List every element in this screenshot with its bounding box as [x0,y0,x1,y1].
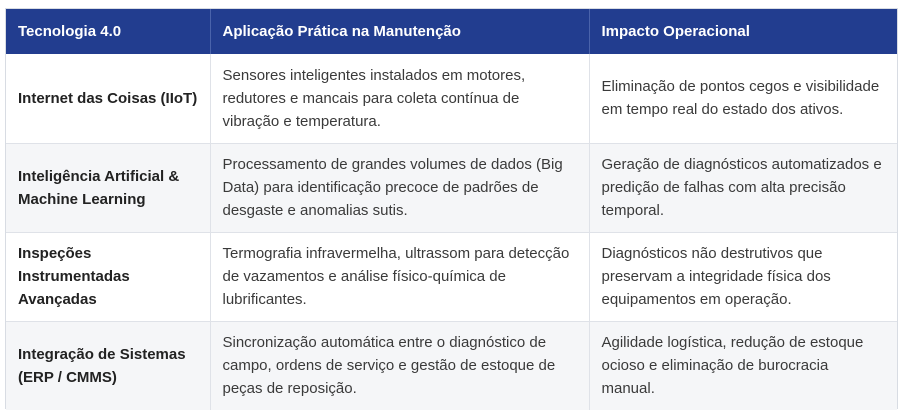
technology-cell: Internet das Coisas (IIoT) [6,54,210,143]
impact-cell: Diagnósticos não destrutivos que preservam a integridade física dos equipamentos em operação. [589,232,897,321]
application-cell: Termografia infravermelha, ultrassom para detecção de vazamentos e análise físico-química de lubrificantes. [210,232,589,321]
table-row [6,143,897,232]
technology-cell: Integração de Sistemas (ERP / CMMS) [6,321,210,410]
header-technology: Tecnologia 4.0 [6,9,210,54]
table-row [6,321,897,410]
table-body [6,54,897,410]
table-row [6,232,897,321]
table-header [6,9,897,54]
application-cell: Sincronização automática entre o diagnóstico de campo, ordens de serviço e gestão de estoque de peças de reposição. [210,321,589,410]
impact-cell: Agilidade logística, redução de estoque ocioso e eliminação de burocracia manual. [601,334,864,398]
technology-table [6,9,897,410]
technology-cell: Inspeções Instrumentadas Avançadas [6,232,210,321]
technology-cell: Inteligência Artificial & Machine Learning [6,143,210,232]
impact-cell: Eliminação de pontos cegos e visibilidade em tempo real do estado dos ativos. [589,54,897,143]
application-cell: Sensores inteligentes instalados em motores, redutores e mancais para coleta contínua de vibração e temperatura. [210,54,589,143]
header-row [6,9,897,54]
header-application: Aplicação Prática na Manutenção [210,9,589,54]
header-impact: Impacto Operacional [601,23,750,40]
application-cell: Processamento de grandes volumes de dados (Big Data) para identificação precoce de padrões de desgaste e anomalias sutis. [210,143,589,232]
impact-cell: Geração de diagnósticos automatizados e predição de falhas com alta precisão temporal. [589,143,897,232]
table-row [6,54,897,143]
technology-table-container [5,8,898,409]
